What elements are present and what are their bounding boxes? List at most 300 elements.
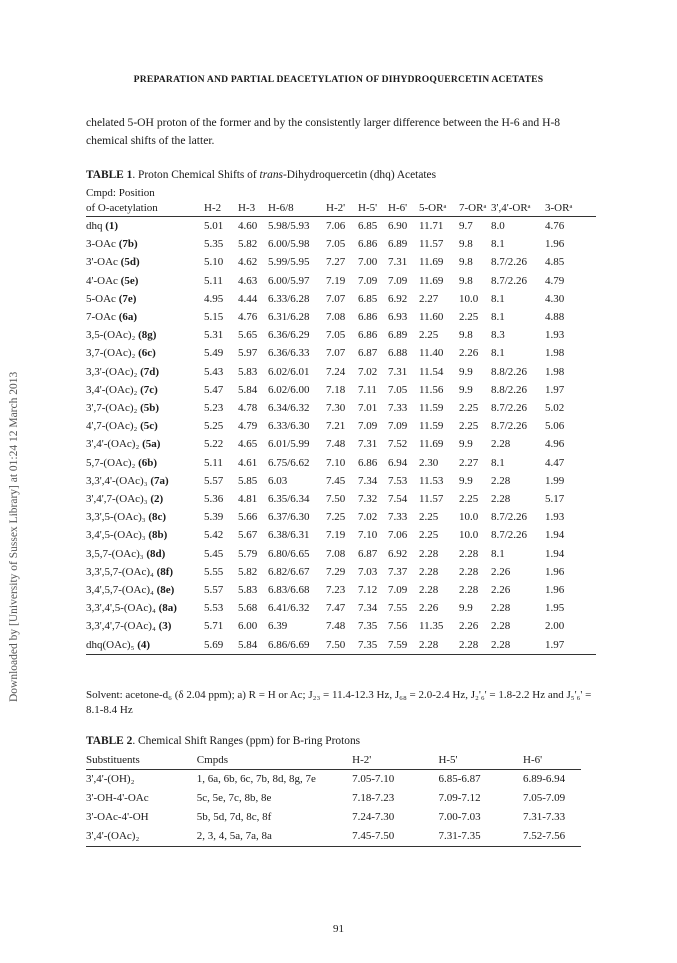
h5-range-cell: 7.31-7.35 [438, 827, 523, 847]
compound-name: 3',7-(OAc)₂ [86, 402, 141, 415]
compound-cell [86, 508, 204, 526]
table-row [86, 508, 596, 526]
shift-cell: 8.7/2.26 [491, 529, 528, 542]
shift-cell: 5.65 [238, 329, 258, 342]
table1-column-header: 5-ORᵃ [419, 201, 459, 217]
shift-cell: 11.69 [419, 256, 444, 269]
compound-cell [86, 326, 204, 344]
shift-cell: 5.82 [238, 565, 258, 578]
shift-cell: 7.27 [326, 256, 346, 269]
table-row [86, 526, 596, 544]
table1-column-header: H-2 [204, 201, 238, 217]
table-row [86, 235, 596, 253]
table1-column-header: H-2' [326, 201, 358, 217]
shift-cell: 6.90 [388, 220, 408, 232]
shift-cell: 2.27 [419, 292, 439, 305]
compound-name: dhq(OAc)₅ [86, 638, 138, 651]
compound-cell [86, 344, 204, 362]
shift-cell: 2.26 [459, 620, 479, 633]
shift-cell: 8.7/2.26 [491, 274, 528, 287]
shift-cell: 1.94 [545, 547, 565, 560]
table-row [86, 617, 596, 635]
shift-cell: 2.26 [459, 347, 479, 360]
shift-cell: 4.62 [238, 256, 258, 269]
shift-cell: 1.94 [545, 529, 565, 542]
table1-caption [86, 169, 436, 181]
table1-caption-text-a: . Proton Chemical Shifts of [132, 169, 260, 181]
shift-cell: 2.25 [459, 402, 479, 415]
shift-cell: 6.80/6.65 [268, 547, 310, 560]
shift-cell: 8.8/2.26 [491, 365, 528, 378]
shift-cell: 10.0 [459, 529, 479, 542]
shift-cell: 11.54 [419, 365, 444, 378]
compounds-cell: 5c, 5e, 7c, 8b, 8e [196, 792, 272, 804]
shift-cell: 4.95 [204, 292, 224, 305]
shift-cell: 2.28 [419, 547, 439, 560]
shift-cell: 8.1 [491, 238, 505, 251]
shift-cell: 2.28 [459, 584, 479, 597]
shift-cell: 5.06 [545, 420, 565, 433]
shift-cell: 4.63 [238, 274, 258, 287]
shift-cell: 7.33 [388, 511, 408, 524]
shift-cell: 6.86 [358, 329, 378, 342]
shift-cell: 8.1 [491, 456, 505, 469]
shift-cell: 7.37 [388, 565, 408, 578]
substituent-cell: 3'-OAc-4'-OH [86, 811, 149, 823]
shift-cell: 5.66 [238, 511, 258, 524]
compound-cell [86, 581, 204, 599]
body-paragraph: chelated 5-OH proton of the former and by the consistently larger difference between the H-6 and H-8 chemical shifts of the latter. [86, 116, 561, 147]
shift-cell: 7.01 [358, 402, 378, 415]
shift-cell: 7.34 [358, 602, 378, 615]
table1-column-header: 3-ORᵃ [545, 201, 596, 217]
compound-name: 3,5,7-(OAc)₃ [86, 547, 147, 560]
shift-cell: 6.00 [238, 620, 258, 633]
compound-ref: (2) [150, 493, 164, 506]
shift-cell: 7.03 [358, 565, 378, 578]
shift-cell: 7.06 [388, 529, 408, 542]
table2-column-headers [86, 752, 581, 770]
shift-cell: 6.93 [388, 311, 408, 324]
shift-cell: 7.07 [326, 292, 346, 305]
table1-column-header: H-3 [238, 201, 268, 217]
shift-cell: 5.47 [204, 383, 224, 396]
compound-ref: (7e) [118, 292, 137, 305]
compound-name: 3,3',4',7-(OAc)₄ [86, 620, 159, 633]
shift-cell: 2.25 [419, 511, 439, 524]
shift-cell: 2.28 [459, 565, 479, 578]
shift-cell: 7.56 [388, 620, 408, 633]
compound-cell [86, 253, 204, 271]
compound-name: 3',4',7-(OAc)₃ [86, 493, 151, 506]
shift-cell: 7.21 [326, 420, 346, 433]
shift-cell: 7.31 [358, 438, 378, 451]
shift-cell: 11.57 [419, 493, 444, 506]
shift-cell: 4.30 [545, 292, 565, 305]
shift-cell: 7.29 [326, 565, 346, 578]
shift-cell: 11.40 [419, 347, 444, 360]
shift-cell: 2.25 [459, 493, 479, 506]
table1-column-header: 3',4'-ORᵃ [491, 201, 545, 217]
shift-cell: 8.1 [491, 547, 505, 560]
table-row [86, 381, 596, 399]
compound-ref: (8b) [148, 529, 168, 542]
table-row [86, 363, 596, 381]
h2-range-cell: 7.18-7.23 [352, 792, 395, 804]
compound-ref: (1) [105, 220, 119, 232]
shift-cell: 2.25 [459, 420, 479, 433]
table2-column-header: H-6' [523, 752, 581, 770]
shift-cell: 9.9 [459, 365, 473, 378]
table-row [86, 344, 596, 362]
shift-cell: 6.82/6.67 [268, 565, 310, 578]
shift-cell: 4.81 [238, 493, 258, 506]
compound-name: 3,3',5-(OAc)₃ [86, 511, 149, 524]
table2-body [86, 770, 581, 847]
shift-cell: 10.0 [459, 292, 479, 305]
table1-footnote: Solvent: acetone-d₆ (δ 2.04 ppm); a) R = H or Ac; J₂₃ = 11.4-12.3 Hz, J₆₈ = 2.0-2.4 Hz, J₂'₆' = 1.8-2.2 Hz and J₅'₆' = 8.1-8.4 Hz [86, 689, 592, 716]
h2-range-cell: 7.45-7.50 [352, 827, 438, 847]
shift-cell: 5.11 [204, 274, 223, 287]
table-row [86, 490, 596, 508]
shift-cell: 6.41/6.32 [268, 602, 310, 615]
shift-cell: 11.69 [419, 438, 444, 451]
shift-cell: 7.45 [326, 474, 346, 487]
shift-cell: 6.39 [268, 620, 288, 633]
shift-cell: 2.28 [491, 493, 511, 506]
shift-cell: 5.39 [204, 511, 224, 524]
shift-cell: 5.35 [204, 238, 224, 251]
shift-cell: 2.28 [491, 636, 545, 655]
shift-cell: 2.28 [419, 565, 439, 578]
compounds-cell: 2, 3, 4, 5a, 7a, 8a [197, 827, 352, 847]
substituent-cell: 3'-OH-4'-OAc [86, 792, 149, 804]
substituent-cell: 3',4'-(OAc)₂ [86, 827, 197, 847]
shift-cell: 7.10 [358, 529, 378, 542]
shift-cell: 6.31/6.28 [268, 311, 310, 324]
table2 [86, 752, 581, 847]
table1 [86, 186, 596, 655]
compound-name: 3,3',4',5-(OAc)₄ [86, 602, 159, 615]
shift-cell: 6.00/5.98 [268, 238, 310, 251]
table-row [86, 417, 596, 435]
shift-cell: 5.22 [204, 438, 224, 451]
shift-cell: 4.85 [545, 256, 565, 269]
shift-cell: 5.17 [545, 493, 565, 506]
shift-cell: 6.00/5.97 [268, 274, 310, 287]
shift-cell: 9.7 [459, 220, 473, 232]
table-row [86, 770, 581, 790]
shift-cell: 6.02/6.01 [268, 365, 310, 378]
shift-cell: 7.30 [326, 402, 346, 415]
table2-column-header: Cmpds [197, 752, 352, 770]
shift-cell: 8.3 [491, 329, 505, 342]
shift-cell: 1.97 [545, 636, 596, 655]
shift-cell: 8.8/2.26 [491, 383, 528, 396]
compound-ref: (8d) [146, 547, 166, 560]
table-row [86, 599, 596, 617]
shift-cell: 5.15 [204, 311, 224, 324]
shift-cell: 4.44 [238, 292, 258, 305]
compound-cell [86, 490, 204, 508]
shift-cell: 1.93 [545, 329, 565, 342]
table-row [86, 545, 596, 563]
table-row [86, 435, 596, 453]
shift-cell: 1.96 [545, 565, 565, 578]
compound-ref: (4) [137, 638, 151, 651]
shift-cell: 7.47 [326, 602, 346, 615]
shift-cell: 7.34 [358, 474, 378, 487]
table-row [86, 472, 596, 490]
shift-cell: 5.83 [238, 365, 258, 378]
shift-cell: 4.79 [545, 274, 565, 287]
table1-column-headers [86, 201, 596, 217]
shift-cell: 4.61 [238, 456, 258, 469]
shift-cell: 1.99 [545, 474, 565, 487]
shift-cell: 2.28 [491, 438, 511, 451]
compound-ref: (5b) [140, 402, 160, 415]
table1-column-header: H-6' [388, 201, 419, 217]
shift-cell: 6.94 [388, 456, 408, 469]
shift-cell: 6.85 [358, 220, 378, 232]
shift-cell: 5.43 [204, 365, 224, 378]
shift-cell: 7.11 [358, 383, 377, 396]
compound-ref: (7a) [150, 474, 169, 487]
compound-name: 4',7-(OAc)₂ [86, 420, 141, 433]
table-row [86, 789, 581, 808]
compound-cell [86, 235, 204, 253]
shift-cell: 9.9 [459, 438, 473, 451]
shift-cell: 4.76 [545, 220, 565, 232]
shift-cell: 7.19 [326, 274, 346, 287]
compound-cell [86, 454, 204, 472]
shift-cell: 2.27 [459, 456, 479, 469]
shift-cell: 7.09 [388, 420, 408, 433]
shift-cell: 7.05 [388, 383, 408, 396]
shift-cell: 6.92 [388, 292, 408, 305]
shift-cell: 7.10 [326, 456, 346, 469]
shift-cell: 5.01 [204, 220, 224, 232]
compound-name: 3,4'-(OAc)₂ [86, 383, 141, 396]
table-row [86, 563, 596, 581]
compound-name: 3,4',5,7-(OAc)₄ [86, 584, 157, 597]
shift-cell: 9.8 [459, 329, 473, 342]
compound-cell [86, 363, 204, 381]
shift-cell: 5.11 [204, 456, 223, 469]
shift-cell: 9.9 [459, 602, 473, 615]
compound-name: 5-OAc [86, 292, 119, 305]
shift-cell: 11.60 [419, 311, 444, 324]
h5-range-cell: 7.09-7.12 [438, 792, 481, 804]
compound-ref: (8c) [148, 511, 167, 524]
shift-cell: 4.60 [238, 220, 258, 232]
table1-body [86, 217, 596, 655]
table1-label: TABLE 1 [86, 169, 133, 181]
shift-cell: 2.26 [491, 584, 511, 597]
compound-cell [86, 472, 204, 490]
shift-cell: 5.67 [238, 529, 258, 542]
table1-caption-italic: trans [259, 169, 283, 181]
download-watermark: Downloaded by [University of Sussex Library] at 01:24 12 March 2013 [8, 371, 20, 702]
shift-cell: 5.99/5.95 [268, 256, 310, 269]
shift-cell: 5.49 [204, 347, 224, 360]
shift-cell: 6.86 [358, 311, 378, 324]
shift-cell: 4.78 [238, 402, 258, 415]
shift-cell: 2.25 [459, 311, 479, 324]
shift-cell: 5.42 [204, 529, 224, 542]
compound-cell [86, 417, 204, 435]
shift-cell: 2.30 [419, 456, 439, 469]
shift-cell: 10.0 [459, 511, 479, 524]
table-row [86, 827, 581, 847]
shift-cell: 2.00 [545, 620, 565, 633]
table1-header-line1: Cmpd: Position [86, 187, 155, 199]
compound-ref: (5d) [120, 256, 140, 269]
shift-cell: 6.01/5.99 [268, 438, 310, 451]
shift-cell: 5.84 [238, 636, 268, 655]
shift-cell: 7.52 [388, 438, 408, 451]
shift-cell: 6.87 [358, 547, 378, 560]
shift-cell: 9.9 [459, 383, 473, 396]
shift-cell: 7.31 [388, 365, 408, 378]
table1-column-header: H-5' [358, 201, 388, 217]
shift-cell: 7.02 [358, 511, 378, 524]
shift-cell: 7.19 [326, 529, 346, 542]
compound-name: 3,3',5,7-(OAc)₄ [86, 565, 157, 578]
shift-cell: 9.8 [459, 238, 473, 251]
shift-cell: 7.54 [388, 493, 408, 506]
shift-cell: 1.98 [545, 347, 565, 360]
table-row [86, 399, 596, 417]
compound-ref: (8a) [158, 602, 177, 615]
shift-cell: 6.75/6.62 [268, 456, 310, 469]
shift-cell: 5.97 [238, 347, 258, 360]
shift-cell: 5.02 [545, 402, 565, 415]
compound-name: 3,5-(OAc)₂ [86, 329, 139, 342]
compound-ref: (8g) [138, 329, 157, 342]
compound-ref: (5e) [120, 274, 139, 287]
shift-cell: 6.33/6.28 [268, 292, 310, 305]
shift-cell: 2.25 [419, 529, 439, 542]
substituent-cell: 3',4'-(OH)₂ [86, 773, 135, 785]
shift-cell: 7.32 [358, 493, 378, 506]
shift-cell: 8.7/2.26 [491, 256, 528, 269]
table-row [86, 308, 596, 326]
shift-cell: 8.7/2.26 [491, 420, 528, 433]
shift-cell: 7.48 [326, 438, 346, 451]
table2-column-header: Substituents [86, 752, 197, 770]
shift-cell: 11.53 [419, 474, 444, 487]
shift-cell: 1.95 [545, 602, 565, 615]
shift-cell: 2.28 [491, 602, 511, 615]
shift-cell: 7.18 [326, 383, 346, 396]
shift-cell: 7.35 [358, 636, 388, 655]
running-head: PREPARATION AND PARTIAL DEACETYLATION OF DIHYDROQUERCETIN ACETATES [133, 74, 544, 85]
shift-cell: 5.25 [204, 420, 224, 433]
table2-column-header: H-2' [352, 752, 438, 770]
shift-cell: 7.12 [358, 584, 378, 597]
compound-cell [86, 599, 204, 617]
shift-cell: 6.36/6.33 [268, 347, 310, 360]
shift-cell: 2.28 [419, 584, 439, 597]
shift-cell: 2.28 [491, 474, 511, 487]
shift-cell: 9.8 [459, 256, 473, 269]
shift-cell: 5.68 [238, 602, 258, 615]
shift-cell: 7.05 [326, 329, 346, 342]
compound-name: 3'-OAc [86, 256, 121, 269]
shift-cell: 9.8 [459, 274, 473, 287]
h5-range-cell: 6.85-6.87 [438, 773, 481, 785]
shift-cell: 7.05 [326, 238, 346, 251]
compound-ref: (5a) [142, 438, 161, 451]
h6-range-cell: 7.05-7.09 [523, 792, 566, 804]
table-row [86, 808, 581, 827]
shift-cell: 11.59 [419, 402, 444, 415]
shift-cell: 5.84 [238, 383, 258, 396]
shift-cell: 6.03 [268, 474, 288, 487]
shift-cell: 5.82 [238, 238, 258, 251]
shift-cell: 7.59 [388, 636, 419, 655]
shift-cell: 6.02/6.00 [268, 383, 310, 396]
shift-cell: 6.89 [388, 238, 408, 251]
shift-cell: 5.10 [204, 256, 224, 269]
shift-cell: 4.65 [238, 438, 258, 451]
shift-cell: 7.31 [388, 256, 408, 269]
shift-cell: 7.08 [326, 311, 346, 324]
compounds-cell: 5b, 5d, 7d, 8c, 8f [196, 811, 272, 823]
shift-cell: 4.88 [545, 311, 565, 324]
shift-cell: 5.79 [238, 547, 258, 560]
table2-column-header: H-5' [438, 752, 523, 770]
shift-cell: 7.09 [358, 274, 378, 287]
shift-cell: 7.50 [326, 493, 346, 506]
shift-cell: 5.36 [204, 493, 224, 506]
shift-cell: 6.38/6.31 [268, 529, 310, 542]
shift-cell: 2.28 [419, 636, 459, 655]
compound-cell [86, 563, 204, 581]
shift-cell: 1.97 [545, 383, 565, 396]
shift-cell: 7.06 [326, 220, 346, 232]
shift-cell: 8.1 [491, 292, 505, 305]
shift-cell: 11.71 [419, 220, 444, 232]
page-number: 91 [333, 923, 344, 935]
shift-cell: 5.57 [204, 584, 224, 597]
shift-cell: 2.28 [459, 547, 479, 560]
compound-ref: (6c) [138, 347, 156, 360]
shift-cell: 1.93 [545, 511, 565, 524]
compound-cell [86, 617, 204, 635]
shift-cell: 2.25 [419, 329, 439, 342]
table1-column-header: 7-ORᵃ [459, 201, 491, 217]
shift-cell: 2.26 [491, 565, 511, 578]
compound-cell [86, 308, 204, 326]
shift-cell: 7.07 [326, 347, 346, 360]
compound-name: 7-OAc [86, 311, 119, 324]
shift-cell: 5.83 [238, 584, 258, 597]
compound-cell [86, 545, 204, 563]
shift-cell: 8.0 [491, 220, 505, 232]
shift-cell: 5.57 [204, 474, 224, 487]
shift-cell: 2.28 [459, 636, 491, 655]
table-row [86, 581, 596, 599]
compound-cell [86, 526, 204, 544]
shift-cell: 5.31 [204, 329, 224, 342]
shift-cell: 6.34/6.32 [268, 402, 310, 415]
compound-ref: (7c) [140, 383, 158, 396]
shift-cell: 7.09 [388, 274, 408, 287]
compound-name: 3,4',5-(OAc)₃ [86, 529, 149, 542]
table-row [86, 253, 596, 271]
